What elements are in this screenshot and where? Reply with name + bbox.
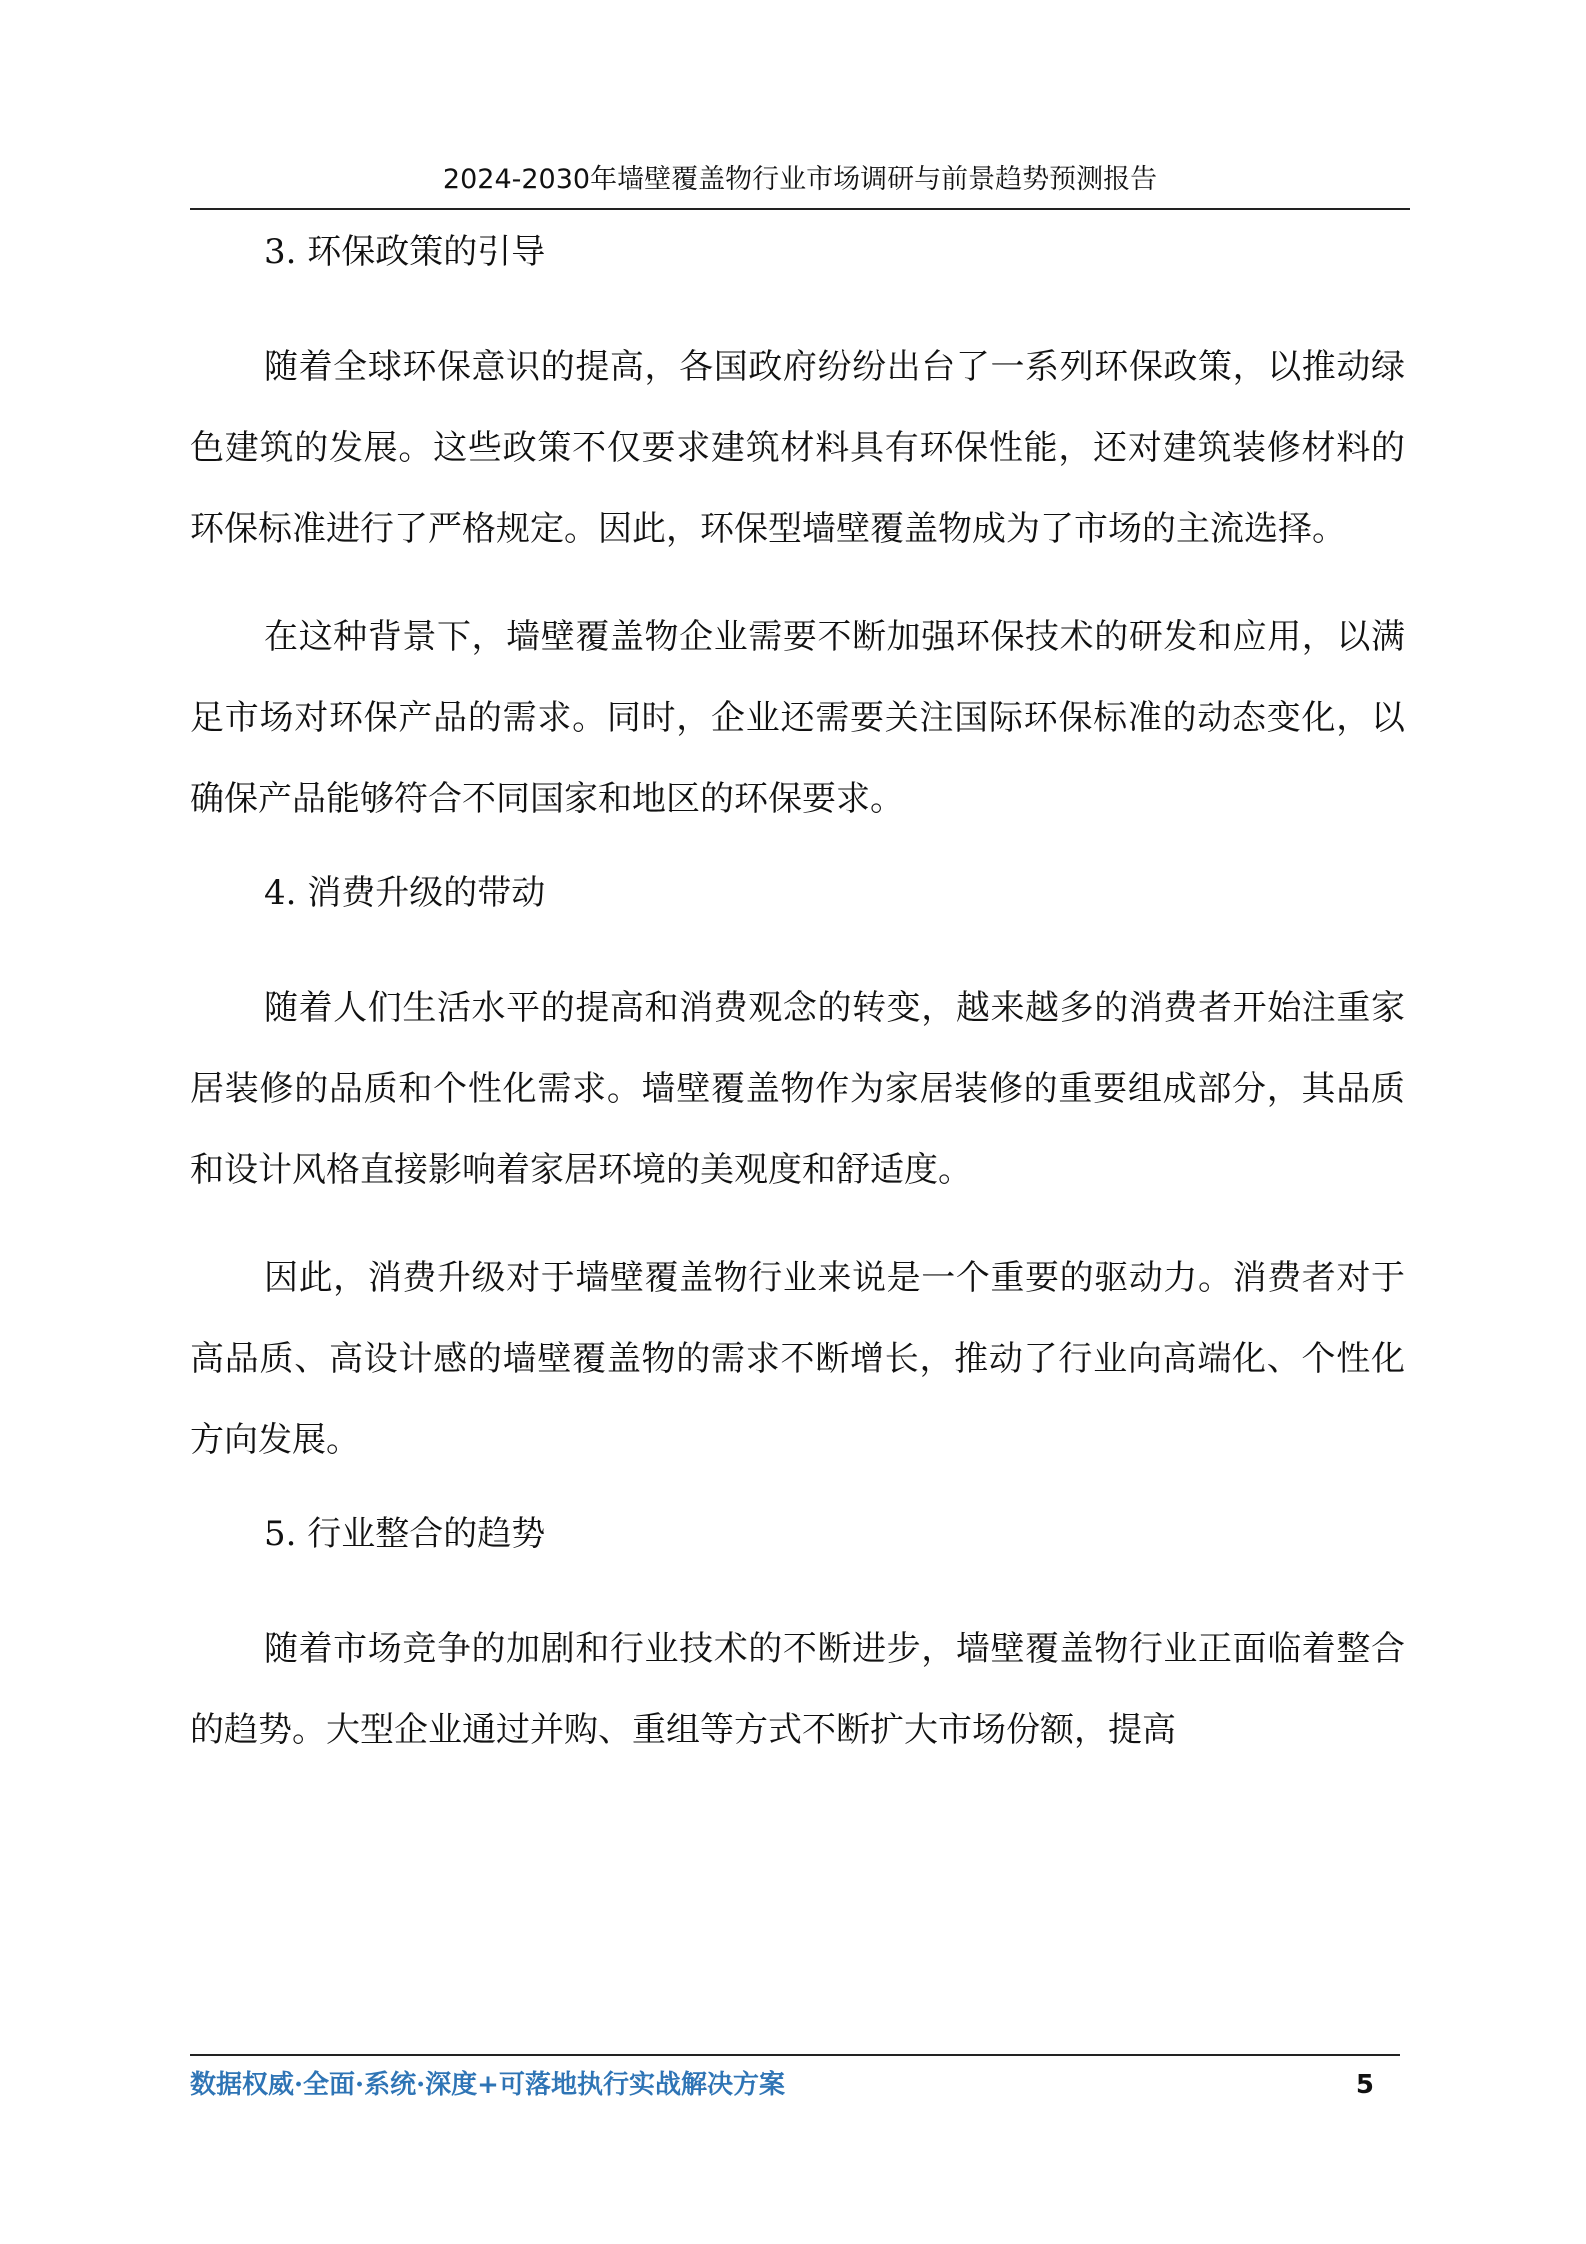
page-number: 5	[1355, 2070, 1374, 2100]
section-heading: 3. 环保政策的引导	[264, 232, 546, 272]
body-paragraph: 因此，消费升级对于墙壁覆盖物行业来说是一个重要的驱动力。消费者对于高品质、高设计感的墙壁覆盖物的需求不断增长，推动了行业向高端化、个性化方向发展。	[190, 1258, 1405, 1460]
footer-divider	[190, 2054, 1400, 2056]
body-paragraph: 随着全球环保意识的提高，各国政府纷纷出台了一系列环保政策，以推动绿色建筑的发展。这些政策不仅要求建筑材料具有环保性能，还对建筑装修材料的环保标准进行了严格规定。因此，环保型墙壁覆盖物成为了市场的主流选择。	[190, 347, 1405, 549]
header-divider	[190, 208, 1410, 210]
report-body	[190, 226, 1405, 1771]
body-paragraph: 在这种背景下，墙壁覆盖物企业需要不断加强环保技术的研发和应用，以满足市场对环保产品的需求。同时，企业还需要关注国际环保标准的动态变化，以确保产品能够符合不同国家和地区的环保要求。	[190, 617, 1405, 819]
body-paragraph: 随着人们生活水平的提高和消费观念的转变，越来越多的消费者开始注重家居装修的品质和个性化需求。墙壁覆盖物作为家居装修的重要组成部分，其品质和设计风格直接影响着家居环境的美观度和舒适度。	[190, 988, 1405, 1190]
page-header-title: 2024-2030年墙壁覆盖物行业市场调研与前景趋势预测报告	[442, 164, 1158, 195]
section-heading: 5. 行业整合的趋势	[264, 1514, 546, 1554]
footer-slogan: 数据权威·全面·系统·深度+可落地执行实战解决方案	[190, 2070, 785, 2100]
section-heading: 4. 消费升级的带动	[264, 873, 546, 913]
body-paragraph: 随着市场竞争的加剧和行业技术的不断进步，墙壁覆盖物行业正面临着整合的趋势。大型企业通过并购、重组等方式不断扩大市场份额，提高	[190, 1629, 1405, 1750]
